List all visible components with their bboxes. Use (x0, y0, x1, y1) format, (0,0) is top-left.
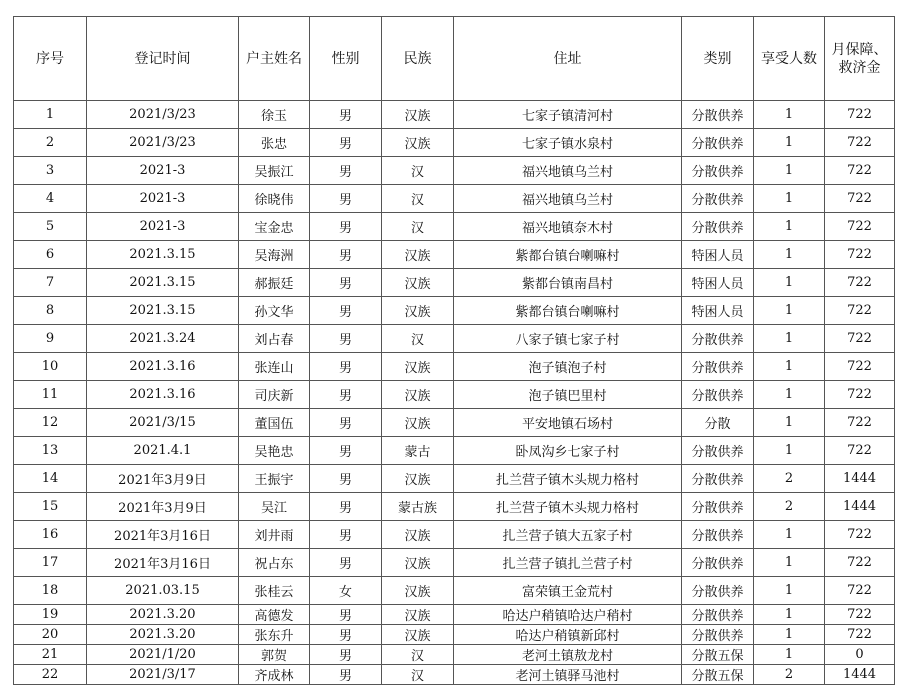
row-number-cell: 6 (14, 241, 87, 269)
gender-cell: 男 (310, 645, 382, 665)
address-cell: 泡子镇巴里村 (454, 381, 682, 409)
category-cell: 分散供养 (682, 437, 754, 465)
ethnicity-cell: 汉族 (382, 465, 454, 493)
ethnicity-cell: 汉族 (382, 353, 454, 381)
ethnicity-cell: 汉族 (382, 101, 454, 129)
row-number-cell: 9 (14, 325, 87, 353)
householder-name-cell: 吴艳忠 (239, 437, 310, 465)
register-date-cell: 2021.3.20 (87, 625, 239, 645)
register-date-cell: 2021年3月16日 (87, 521, 239, 549)
column-header: 民族 (382, 17, 454, 101)
gender-cell: 男 (310, 269, 382, 297)
register-date-cell: 2021-3 (87, 185, 239, 213)
table-row (14, 213, 895, 241)
ethnicity-cell: 汉族 (382, 625, 454, 645)
table-row (14, 325, 895, 353)
address-cell: 紫都台镇南昌村 (454, 269, 682, 297)
householder-name-cell: 刘井雨 (239, 521, 310, 549)
householder-name-cell: 董国伍 (239, 409, 310, 437)
monthly-allowance-cell: 722 (825, 521, 895, 549)
beneficiary-count-cell: 1 (754, 101, 825, 129)
beneficiary-count-cell: 1 (754, 157, 825, 185)
row-number-cell: 16 (14, 521, 87, 549)
gender-cell: 男 (310, 325, 382, 353)
address-cell: 紫都台镇台喇嘛村 (454, 241, 682, 269)
table-row (14, 129, 895, 157)
gender-cell: 男 (310, 157, 382, 185)
beneficiary-count-cell: 1 (754, 129, 825, 157)
householder-name-cell: 王振宇 (239, 465, 310, 493)
address-cell: 哈达户稍镇新邱村 (454, 625, 682, 645)
column-header: 类别 (682, 17, 754, 101)
column-header: 序号 (14, 17, 87, 101)
category-cell: 分散 (682, 409, 754, 437)
register-date-cell: 2021/3/23 (87, 129, 239, 157)
gender-cell: 男 (310, 353, 382, 381)
category-cell: 分散供养 (682, 465, 754, 493)
householder-name-cell: 张连山 (239, 353, 310, 381)
category-cell: 分散供养 (682, 213, 754, 241)
address-cell: 福兴地镇奈木村 (454, 213, 682, 241)
beneficiary-count-cell: 1 (754, 645, 825, 665)
register-date-cell: 2021/3/17 (87, 665, 239, 685)
row-number-cell: 14 (14, 465, 87, 493)
register-date-cell: 2021.03.15 (87, 577, 239, 605)
category-cell: 分散供养 (682, 381, 754, 409)
register-date-cell: 2021.3.16 (87, 381, 239, 409)
table-row (14, 353, 895, 381)
ethnicity-cell: 汉族 (382, 241, 454, 269)
table-body (14, 101, 895, 685)
ethnicity-cell: 汉族 (382, 269, 454, 297)
row-number-cell: 22 (14, 665, 87, 685)
ethnicity-cell: 汉族 (382, 605, 454, 625)
register-date-cell: 2021年3月9日 (87, 465, 239, 493)
address-cell: 老河土镇敖龙村 (454, 645, 682, 665)
row-number-cell: 5 (14, 213, 87, 241)
table-row (14, 549, 895, 577)
address-cell: 扎兰营子镇木头规力格村 (454, 465, 682, 493)
column-header: 享受人数 (754, 17, 825, 101)
table-row (14, 241, 895, 269)
beneficiary-count-cell: 1 (754, 241, 825, 269)
row-number-cell: 12 (14, 409, 87, 437)
address-cell: 八家子镇七家子村 (454, 325, 682, 353)
monthly-allowance-cell: 722 (825, 353, 895, 381)
category-cell: 分散供养 (682, 549, 754, 577)
table-row (14, 437, 895, 465)
table-row (14, 577, 895, 605)
table-row (14, 465, 895, 493)
beneficiary-count-cell: 1 (754, 521, 825, 549)
register-date-cell: 2021.3.20 (87, 605, 239, 625)
ethnicity-cell: 汉族 (382, 521, 454, 549)
address-cell: 扎兰营子镇大五家子村 (454, 521, 682, 549)
register-date-cell: 2021.3.24 (87, 325, 239, 353)
ethnicity-cell: 汉 (382, 325, 454, 353)
register-date-cell: 2021/3/15 (87, 409, 239, 437)
householder-name-cell: 刘占春 (239, 325, 310, 353)
householder-name-cell: 吴振江 (239, 157, 310, 185)
monthly-allowance-cell: 722 (825, 269, 895, 297)
ethnicity-cell: 汉 (382, 665, 454, 685)
monthly-allowance-cell: 722 (825, 157, 895, 185)
column-header: 户主姓名 (239, 17, 310, 101)
row-number-cell: 3 (14, 157, 87, 185)
table-row (14, 665, 895, 685)
monthly-allowance-cell: 722 (825, 101, 895, 129)
ethnicity-cell: 汉族 (382, 129, 454, 157)
householder-name-cell: 齐成林 (239, 665, 310, 685)
gender-cell: 男 (310, 665, 382, 685)
ethnicity-cell: 汉族 (382, 577, 454, 605)
category-cell: 分散供养 (682, 129, 754, 157)
ethnicity-cell: 汉族 (382, 297, 454, 325)
householder-name-cell: 高德发 (239, 605, 310, 625)
table-row (14, 185, 895, 213)
address-cell: 泡子镇泡子村 (454, 353, 682, 381)
householder-name-cell: 徐玉 (239, 101, 310, 129)
category-cell: 特困人员 (682, 241, 754, 269)
table-row (14, 269, 895, 297)
gender-cell: 男 (310, 409, 382, 437)
register-date-cell: 2021.3.15 (87, 297, 239, 325)
monthly-allowance-cell: 722 (825, 409, 895, 437)
category-cell: 分散供养 (682, 101, 754, 129)
table-row (14, 625, 895, 645)
row-number-cell: 2 (14, 129, 87, 157)
ethnicity-cell: 汉 (382, 157, 454, 185)
monthly-allowance-cell: 722 (825, 605, 895, 625)
beneficiary-count-cell: 1 (754, 605, 825, 625)
ethnicity-cell: 汉族 (382, 549, 454, 577)
table-row (14, 297, 895, 325)
column-header: 性别 (310, 17, 382, 101)
ethnicity-cell: 蒙古 (382, 437, 454, 465)
gender-cell: 男 (310, 521, 382, 549)
monthly-allowance-cell: 722 (825, 577, 895, 605)
monthly-allowance-cell: 722 (825, 241, 895, 269)
address-cell: 七家子镇清河村 (454, 101, 682, 129)
address-cell: 七家子镇水泉村 (454, 129, 682, 157)
row-number-cell: 7 (14, 269, 87, 297)
householder-name-cell: 张忠 (239, 129, 310, 157)
address-cell: 扎兰营子镇扎兰营子村 (454, 549, 682, 577)
beneficiary-count-cell: 1 (754, 297, 825, 325)
address-cell: 紫都台镇台喇嘛村 (454, 297, 682, 325)
category-cell: 分散供养 (682, 605, 754, 625)
table-row (14, 409, 895, 437)
householder-name-cell: 郭贺 (239, 645, 310, 665)
householder-name-cell: 张桂云 (239, 577, 310, 605)
register-date-cell: 2021.3.16 (87, 353, 239, 381)
householder-name-cell: 吴江 (239, 493, 310, 521)
category-cell: 特困人员 (682, 269, 754, 297)
column-header: 月保障、救济金 (825, 17, 895, 101)
beneficiary-count-cell: 1 (754, 269, 825, 297)
beneficiary-count-cell: 1 (754, 353, 825, 381)
householder-name-cell: 祝占东 (239, 549, 310, 577)
gender-cell: 男 (310, 185, 382, 213)
householder-name-cell: 郝振廷 (239, 269, 310, 297)
householder-name-cell: 孙文华 (239, 297, 310, 325)
monthly-allowance-cell: 722 (825, 129, 895, 157)
beneficiary-count-cell: 1 (754, 185, 825, 213)
gender-cell: 男 (310, 213, 382, 241)
ethnicity-cell: 汉 (382, 185, 454, 213)
gender-cell: 女 (310, 577, 382, 605)
row-number-cell: 11 (14, 381, 87, 409)
householder-name-cell: 司庆新 (239, 381, 310, 409)
register-date-cell: 2021.3.15 (87, 269, 239, 297)
category-cell: 分散供养 (682, 577, 754, 605)
gender-cell: 男 (310, 625, 382, 645)
category-cell: 分散供养 (682, 157, 754, 185)
gender-cell: 男 (310, 549, 382, 577)
table-row (14, 101, 895, 129)
beneficiary-count-cell: 1 (754, 577, 825, 605)
category-cell: 分散供养 (682, 493, 754, 521)
ethnicity-cell: 汉族 (382, 381, 454, 409)
address-cell: 老河土镇驿马池村 (454, 665, 682, 685)
address-cell: 福兴地镇乌兰村 (454, 157, 682, 185)
register-date-cell: 2021.4.1 (87, 437, 239, 465)
address-cell: 平安地镇石场村 (454, 409, 682, 437)
gender-cell: 男 (310, 241, 382, 269)
row-number-cell: 10 (14, 353, 87, 381)
gender-cell: 男 (310, 101, 382, 129)
register-date-cell: 2021年3月9日 (87, 493, 239, 521)
category-cell: 特困人员 (682, 297, 754, 325)
gender-cell: 男 (310, 129, 382, 157)
monthly-allowance-cell: 722 (825, 325, 895, 353)
gender-cell: 男 (310, 465, 382, 493)
table-row (14, 493, 895, 521)
monthly-allowance-cell: 722 (825, 625, 895, 645)
gender-cell: 男 (310, 605, 382, 625)
table-row (14, 381, 895, 409)
row-number-cell: 15 (14, 493, 87, 521)
category-cell: 分散五保 (682, 665, 754, 685)
category-cell: 分散供养 (682, 353, 754, 381)
beneficiary-count-cell: 2 (754, 665, 825, 685)
register-date-cell: 2021/3/23 (87, 101, 239, 129)
category-cell: 分散供养 (682, 185, 754, 213)
row-number-cell: 21 (14, 645, 87, 665)
monthly-allowance-cell: 1444 (825, 465, 895, 493)
row-number-cell: 4 (14, 185, 87, 213)
beneficiary-count-cell: 1 (754, 437, 825, 465)
address-cell: 哈达户稍镇哈达户稍村 (454, 605, 682, 625)
householder-name-cell: 徐晓伟 (239, 185, 310, 213)
monthly-allowance-cell: 722 (825, 381, 895, 409)
beneficiary-count-cell: 1 (754, 409, 825, 437)
table-row (14, 645, 895, 665)
monthly-allowance-cell: 0 (825, 645, 895, 665)
gender-cell: 男 (310, 493, 382, 521)
category-cell: 分散供养 (682, 521, 754, 549)
householder-name-cell: 张东升 (239, 625, 310, 645)
householder-name-cell: 吴海洲 (239, 241, 310, 269)
beneficiary-count-cell: 2 (754, 493, 825, 521)
monthly-allowance-cell: 722 (825, 185, 895, 213)
beneficiary-count-cell: 1 (754, 549, 825, 577)
row-number-cell: 8 (14, 297, 87, 325)
monthly-allowance-cell: 722 (825, 213, 895, 241)
table-row (14, 605, 895, 625)
register-date-cell: 2021-3 (87, 213, 239, 241)
register-date-cell: 2021/1/20 (87, 645, 239, 665)
header-row (14, 17, 895, 101)
register-date-cell: 2021.3.15 (87, 241, 239, 269)
table-row (14, 157, 895, 185)
householder-name-cell: 宝金忠 (239, 213, 310, 241)
row-number-cell: 18 (14, 577, 87, 605)
gender-cell: 男 (310, 297, 382, 325)
table-row (14, 521, 895, 549)
column-header: 住址 (454, 17, 682, 101)
row-number-cell: 19 (14, 605, 87, 625)
row-number-cell: 1 (14, 101, 87, 129)
monthly-allowance-cell: 722 (825, 549, 895, 577)
address-cell: 福兴地镇乌兰村 (454, 185, 682, 213)
row-number-cell: 13 (14, 437, 87, 465)
gender-cell: 男 (310, 381, 382, 409)
monthly-allowance-cell: 1444 (825, 493, 895, 521)
register-date-cell: 2021-3 (87, 157, 239, 185)
ethnicity-cell: 汉 (382, 213, 454, 241)
register-date-cell: 2021年3月16日 (87, 549, 239, 577)
category-cell: 分散供养 (682, 325, 754, 353)
category-cell: 分散五保 (682, 645, 754, 665)
relief-recipients-table (13, 16, 895, 685)
monthly-allowance-cell: 1444 (825, 665, 895, 685)
row-number-cell: 20 (14, 625, 87, 645)
beneficiary-count-cell: 1 (754, 325, 825, 353)
address-cell: 富荣镇王金荒村 (454, 577, 682, 605)
beneficiary-count-cell: 1 (754, 625, 825, 645)
beneficiary-count-cell: 1 (754, 381, 825, 409)
category-cell: 分散供养 (682, 625, 754, 645)
row-number-cell: 17 (14, 549, 87, 577)
ethnicity-cell: 汉族 (382, 409, 454, 437)
gender-cell: 男 (310, 437, 382, 465)
ethnicity-cell: 蒙古族 (382, 493, 454, 521)
address-cell: 卧凤沟乡七家子村 (454, 437, 682, 465)
address-cell: 扎兰营子镇木头规力格村 (454, 493, 682, 521)
monthly-allowance-cell: 722 (825, 437, 895, 465)
column-header: 登记时间 (87, 17, 239, 101)
beneficiary-count-cell: 1 (754, 213, 825, 241)
beneficiary-count-cell: 2 (754, 465, 825, 493)
monthly-allowance-cell: 722 (825, 297, 895, 325)
ethnicity-cell: 汉 (382, 645, 454, 665)
